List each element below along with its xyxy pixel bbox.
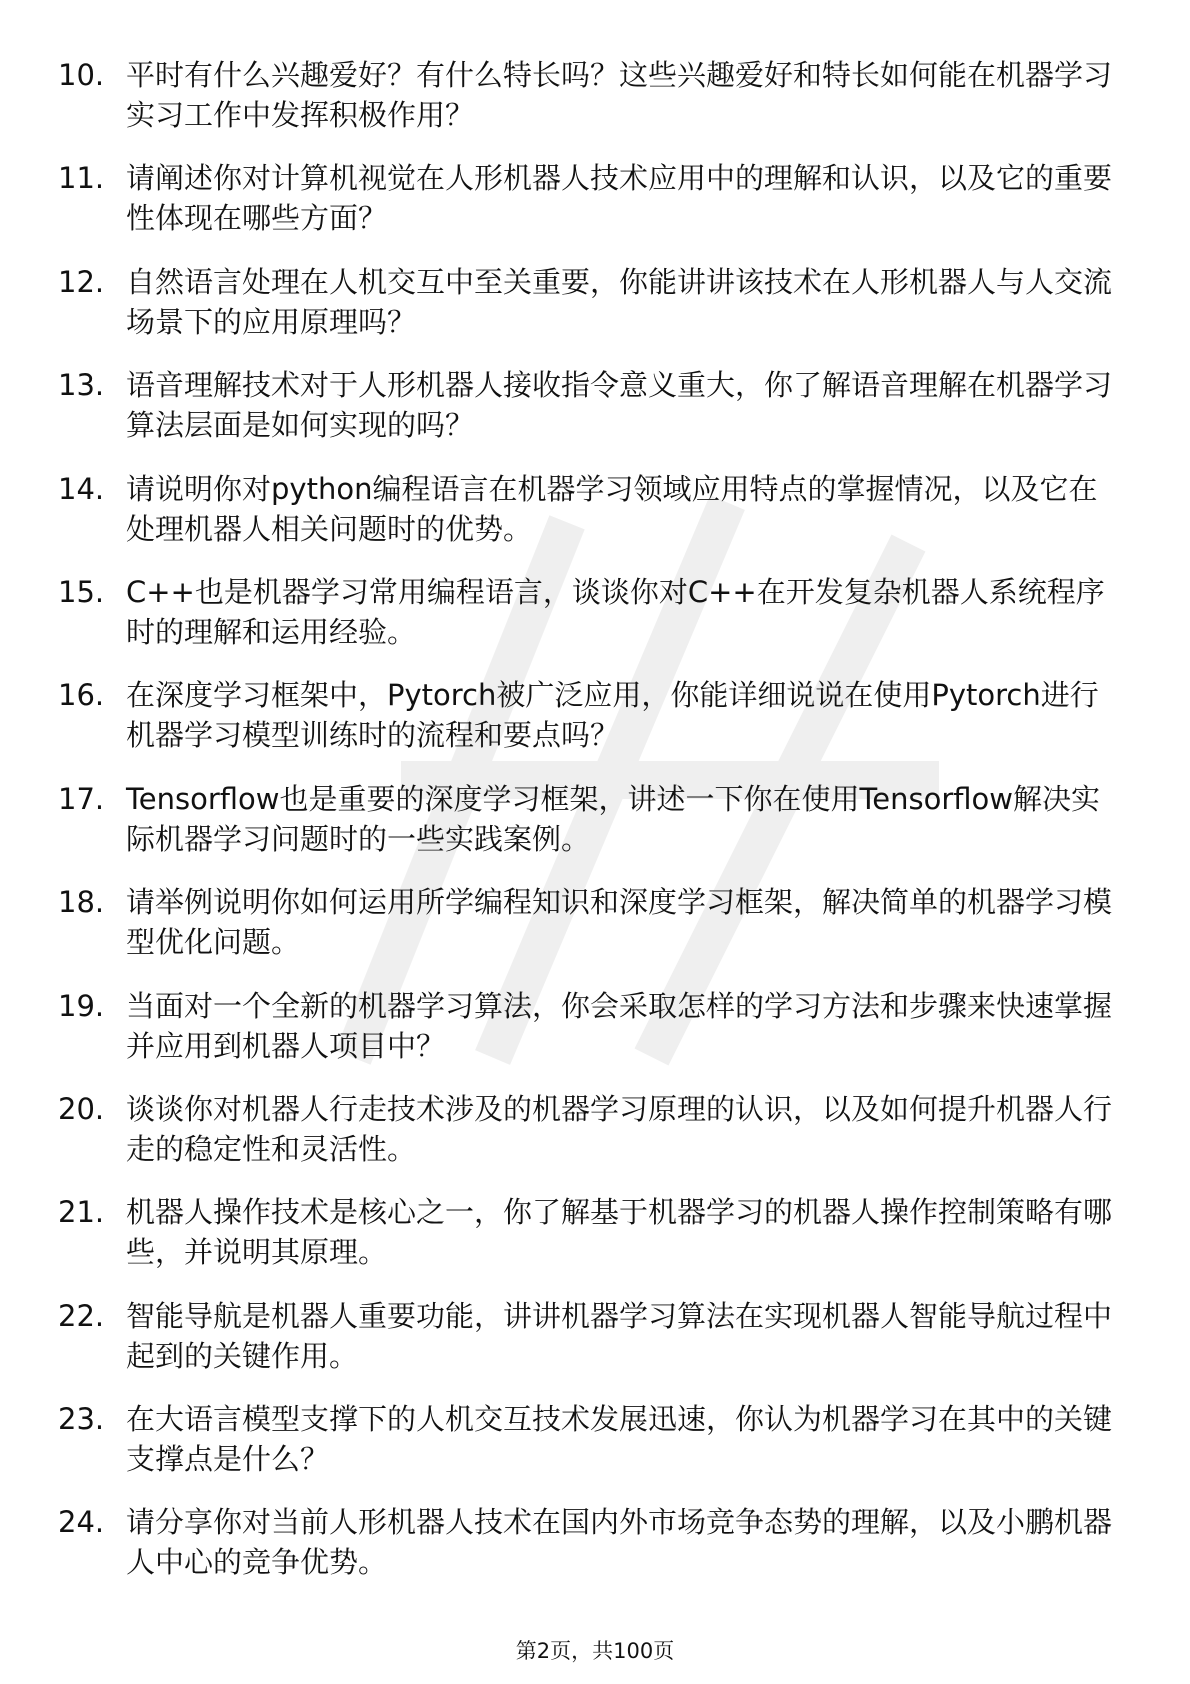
question-text: 智能导航是机器人重要功能，讲讲机器学习算法在实现机器人智能导航过程中起到的关键作用。	[126, 1298, 1113, 1373]
question-item	[58, 1192, 1118, 1272]
question-text: 语音理解技术对于人形机器人接收指令意义重大，你了解语音理解在机器学习算法层面是如何实现的吗？	[126, 368, 1113, 443]
question-item	[58, 158, 1118, 238]
question-number: 20.	[58, 1091, 105, 1126]
question-text: 请举例说明你如何运用所学编程知识和深度学习框架，解决简单的机器学习模型优化问题。	[126, 885, 1113, 960]
question-number: 16.	[58, 678, 105, 713]
question-text: 请阐述你对计算机视觉在人形机器人技术应用中的理解和认识，以及它的重要性体现在哪些方面？	[126, 161, 1113, 236]
question-text: 自然语言处理在人机交互中至关重要，你能讲讲该技术在人形机器人与人交流场景下的应用原理吗？	[126, 264, 1113, 339]
question-item	[58, 262, 1118, 342]
question-text: 平时有什么兴趣爱好？有什么特长吗？这些兴趣爱好和特长如何能在机器学习实习工作中发挥积极作用？	[126, 58, 1113, 132]
question-item	[58, 986, 1118, 1066]
question-number: 11.	[58, 161, 105, 196]
question-number: 24.	[58, 1505, 105, 1540]
question-number: 15.	[58, 574, 105, 609]
question-item	[58, 779, 1118, 859]
page-footer: 第2页，共100页	[515, 1639, 675, 1663]
question-item	[58, 55, 1118, 135]
question-number: 21.	[58, 1195, 105, 1230]
question-text: 谈谈你对机器人行走技术涉及的机器学习原理的认识，以及如何提升机器人行走的稳定性和灵活性。	[126, 1091, 1113, 1166]
question-item	[58, 1089, 1118, 1169]
question-item	[58, 1296, 1118, 1376]
question-number: 17.	[58, 781, 105, 816]
question-item	[58, 675, 1118, 755]
question-text: 请分享你对当前人形机器人技术在国内外市场竞争态势的理解，以及小鹏机器人中心的竞争优势。	[126, 1505, 1113, 1580]
question-text: C++也是机器学习常用编程语言，谈谈你对C++在开发复杂机器人系统程序时的理解和运用经验。	[126, 574, 1105, 649]
question-text: 在大语言模型支撑下的人机交互技术发展迅速，你认为机器学习在其中的关键支撑点是什么？	[126, 1402, 1113, 1477]
question-text: 当面对一个全新的机器学习算法，你会采取怎样的学习方法和步骤来快速掌握并应用到机器人项目中？	[126, 988, 1113, 1063]
question-text: 机器人操作技术是核心之一，你了解基于机器学习的机器人操作控制策略有哪些，并说明其原理。	[126, 1195, 1113, 1270]
question-text: 请说明你对python编程语言在机器学习领域应用特点的掌握情况，以及它在处理机器人相关问题时的优势。	[126, 471, 1098, 546]
question-number: 22.	[58, 1298, 105, 1333]
question-number: 12.	[58, 264, 105, 299]
question-number: 18.	[58, 885, 105, 920]
question-text: Tensorflow也是重要的深度学习框架，讲述一下你在使用Tensorflow解决实际机器学习问题时的一些实践案例。	[126, 781, 1101, 856]
question-list	[58, 55, 1118, 1606]
question-item	[58, 1502, 1118, 1582]
question-item	[58, 469, 1118, 549]
question-number: 13.	[58, 368, 105, 403]
question-number: 23.	[58, 1402, 105, 1437]
question-number: 19.	[58, 988, 105, 1023]
question-number: 10.	[58, 58, 105, 92]
question-item	[58, 572, 1118, 652]
question-item	[58, 1399, 1118, 1479]
question-item	[58, 365, 1118, 445]
question-item	[58, 882, 1118, 962]
question-text: 在深度学习框架中，Pytorch被广泛应用，你能详细说说在使用Pytorch进行机器学习模型训练时的流程和要点吗？	[126, 678, 1099, 753]
question-number: 14.	[58, 471, 105, 506]
